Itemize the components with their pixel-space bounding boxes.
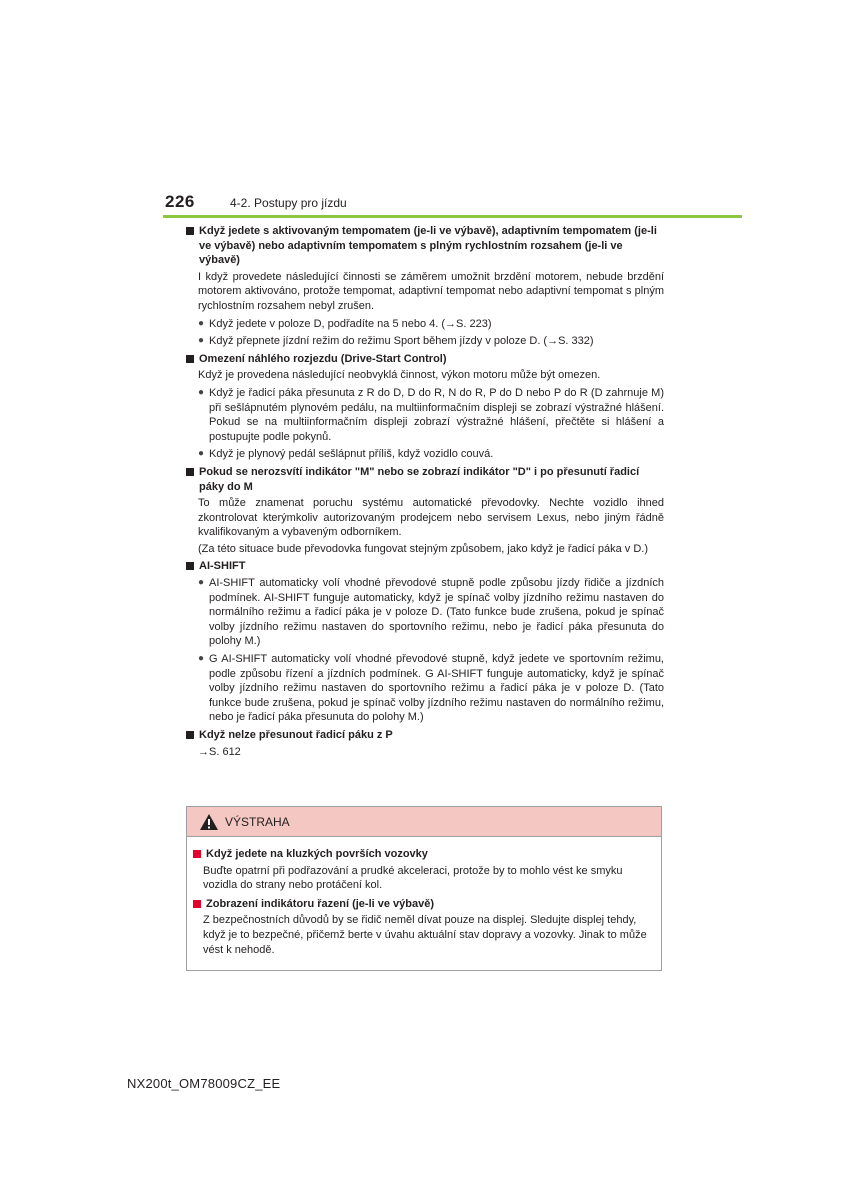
round-bullet-icon: ● <box>198 577 205 589</box>
list-item-text: Když je plynový pedál sešlápnut příliš, když vozidlo couvá. <box>209 448 494 461</box>
section-heading <box>186 728 664 743</box>
list-item-text: Když přepnete jízdní režim do režimu Sport během jízdy v poloze D. (→S. 332) <box>209 335 594 348</box>
red-square-bullet-icon <box>193 850 201 858</box>
square-bullet-icon <box>186 355 194 363</box>
section-paragraph: I když provedete následující činnosti se záměrem umožnit brzdění motorem, nebude brzdění motorem aktivováno, protože tempomat, adaptivní tempomat nebo adaptivní tempomat s plným rychlostním rozsahem nebyl zrušen. <box>198 270 664 312</box>
list-item <box>198 447 664 462</box>
section-paragraph: To může znamenat poruchu systému automatické převodovky. Nechte vozidlo ihned zkontrolovat kterýmkoliv autorizovaným prodejcem nebo servisem Lexus, nebo jiným řádně kvalifikovaným a vybaveným odborníkem. <box>198 497 664 539</box>
warning-triangle-icon <box>199 813 219 831</box>
list-item-text: AI-SHIFT automaticky volí vhodné převodové stupně podle způsobu jízdy řidiče a jízdních podmínek. AI-SHIFT funguje automaticky, když je spínač volby jízdního režimu nastaven do normálního režimu a řadicí páka je v poloze D. (Tato funkce bude zrušena, pokud je spínač volby jízdního režimu nastaven do sportovního režimu, nebo je řadicí páka přesunuta do polohy M.) <box>209 577 664 648</box>
list-item <box>198 386 664 444</box>
warning-item-heading-text: Zobrazení indikátoru řazení (je-li ve výbavě) <box>206 897 435 910</box>
warning-box <box>186 806 662 971</box>
warning-item-text: Buďte opatrní při podřazování a prudké akceleraci, protože by to mohlo vést ke smyku vozidla do strany nebo protáčení kol. <box>203 864 623 892</box>
square-bullet-icon <box>186 468 194 476</box>
round-bullet-icon: ● <box>198 448 205 460</box>
section-heading <box>186 559 664 574</box>
warning-item-heading <box>193 847 653 862</box>
round-bullet-icon: ● <box>198 335 205 347</box>
list-item-text: G AI-SHIFT automaticky volí vhodné převodové stupně, když jedete ve sportovním režimu, podle způsobu řízení a jízdních podmínek. G AI-SHIFT funguje automaticky, když je spínač volby jízdního režimu nastaven do sportovního režimu a řadicí páka je v poloze D. (Tato funkce bude zrušena, pokud je spínač volby jízdního režimu nastaven do normálního režimu, nebo je řadicí páka přesunuta do polohy M.) <box>209 653 664 724</box>
round-bullet-icon: ● <box>198 317 205 329</box>
header-rule <box>163 215 742 218</box>
square-bullet-icon <box>186 731 194 739</box>
section-heading-text: Omezení náhlého rozjezdu (Drive-Start Control) <box>199 352 447 365</box>
warning-item-heading-text: Když jedete na kluzkých površích vozovky <box>206 848 428 860</box>
square-bullet-icon <box>186 562 194 570</box>
section-heading <box>186 352 664 367</box>
footer-code: NX200t_OM78009CZ_EE <box>127 1076 281 1091</box>
warning-item-heading <box>193 897 653 912</box>
page-reference: →S. 612 <box>198 745 241 758</box>
warning-item-text: Z bezpečnostních důvodů by se řidič neměl dívat pouze na displej. Sledujte displej tehdy, když je to bezpečné, přičemž berte v úvahu aktuální stav dopravy a vozovky. Jinak to může vést k nehodě. <box>203 914 647 956</box>
section-paragraph-note: (Za této situace bude převodovka fungovat stejným způsobem, jako když je řadicí páka v D.) <box>198 542 649 555</box>
section-heading <box>186 224 664 268</box>
warning-header <box>187 807 661 837</box>
section-heading <box>186 465 664 494</box>
round-bullet-icon: ● <box>198 653 205 665</box>
section-heading-text: Pokud se nerozsvítí indikátor "M" nebo se zobrazí indikátor "D" i po přesunutí řadicí páky do M <box>199 465 640 493</box>
section-paragraph: Když je provedena následující neobvyklá činnost, výkon motoru může být omezen. <box>198 369 601 382</box>
warning-title: VÝSTRAHA <box>225 814 290 829</box>
round-bullet-icon: ● <box>198 386 205 398</box>
list-item <box>198 334 664 349</box>
section-heading-text: Když jedete s aktivovaným tempomatem (je-li ve výbavě), adaptivním tempomatem (je-li ve výbavě) nebo adaptivním tempomatem s plným rychlostním rozsahem (je-li ve výbavě) <box>199 225 657 267</box>
list-item <box>198 317 664 332</box>
page-number: 226 <box>165 192 195 211</box>
square-bullet-icon <box>186 227 194 235</box>
warning-body <box>187 837 661 957</box>
section-title: 4-2. Postupy pro jízdu <box>230 196 347 210</box>
list-item-text: Když je řadicí páka přesunuta z R do D, D do R, N do R, P do D nebo P do R (D zahrnuje M) při sešlápnutém plynovém pedálu, na multiinformačním displeji se zobrazí výstražné hlášení. Pokud se na multiinformačním displeji zobrazí výstražné hlášení, přečtěte si hlášení a postupujte podle pokynů. <box>209 386 664 443</box>
section-heading-text: Když nelze přesunout řadicí páku z P <box>199 729 393 741</box>
main-content <box>186 224 664 762</box>
red-square-bullet-icon <box>193 900 201 908</box>
list-item-text: Když jedete v poloze D, podřadíte na 5 nebo 4. (→S. 223) <box>209 317 492 330</box>
section-heading-text: AI-SHIFT <box>199 560 246 573</box>
list-item <box>198 652 664 725</box>
list-item <box>198 576 664 649</box>
